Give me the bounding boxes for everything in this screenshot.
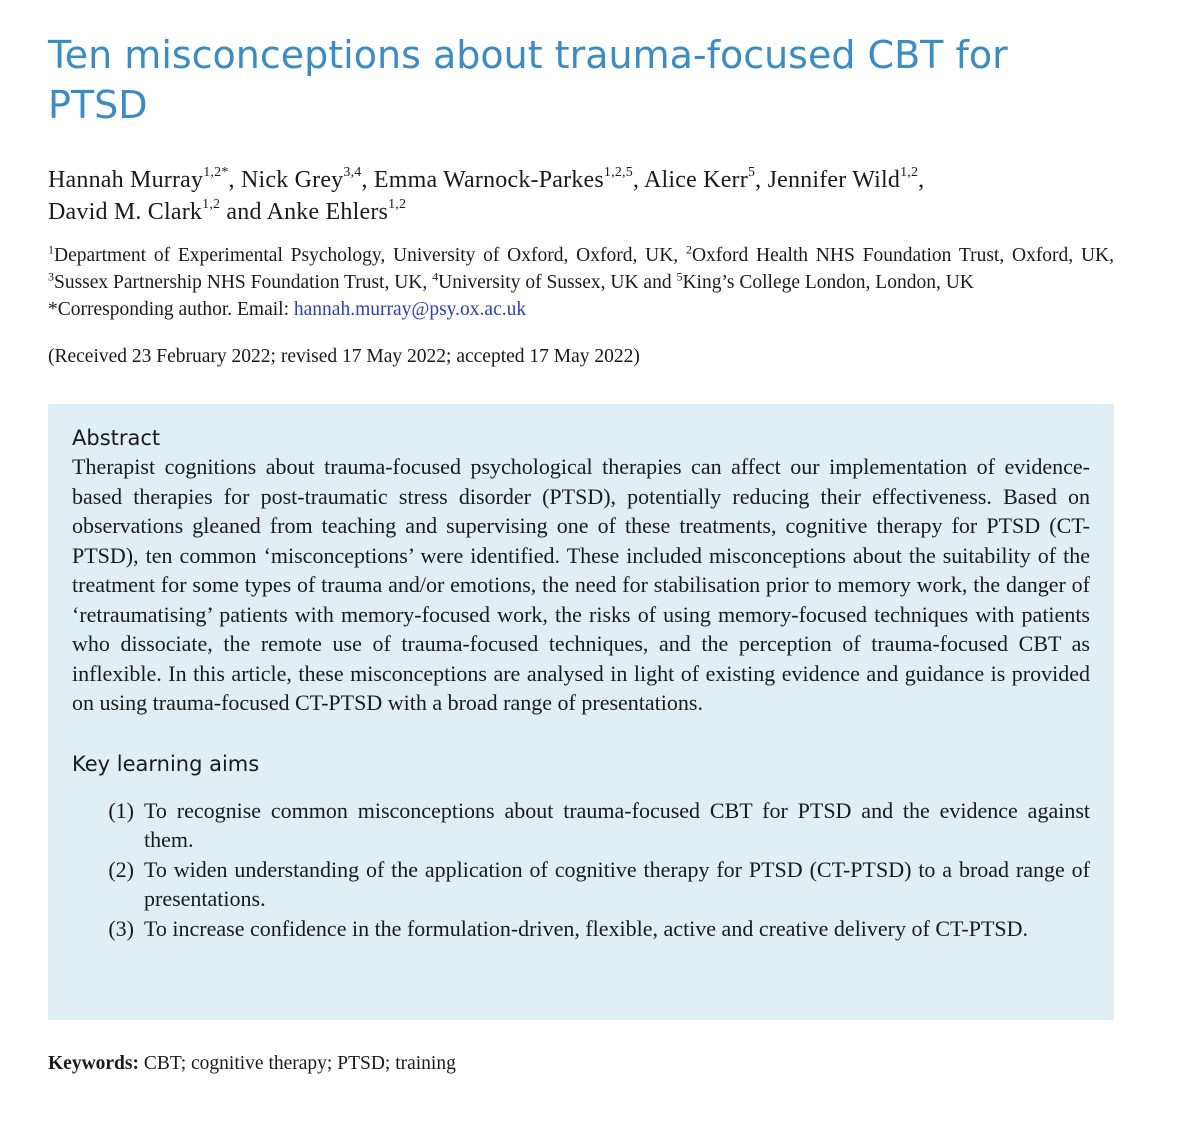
affiliation: $^1$Department of Experimental Psychology, University of Oxford, Oxford, UK, <box>48 242 686 266</box>
list-item-number: (1) <box>108 797 134 823</box>
list-item <box>72 855 1090 914</box>
abstract-box <box>48 404 1114 1020</box>
list-item-number: (2) <box>108 856 134 882</box>
affiliations <box>48 242 1114 323</box>
author-list <box>48 164 1114 228</box>
list-item-text: To increase confidence in the formulation-driven, flexible, active and creative delivery of CT-PTSD. <box>144 915 1029 941</box>
received-dates: (Received 23 February 2022; revised 17 May 2022; accepted 17 May 2022) <box>48 346 640 367</box>
corresponding-author-label: *Corresponding author. Email: <box>48 299 294 320</box>
author: Alice Kerr$^5$, <box>644 165 768 193</box>
list-item <box>72 796 1090 855</box>
corresponding-email-link[interactable]: hannah.murray@psy.ox.ac.uk <box>293 299 527 320</box>
author: Emma Warnock-Parkes$^{1,2,5}$, <box>373 165 644 193</box>
affiliation: $^4$University of Sussex, UK and <box>432 269 677 293</box>
key-learning-aims-list <box>72 796 1090 944</box>
article-page <box>48 30 1114 1074</box>
author: Jennifer Wild$^{1,2}$, <box>767 165 925 193</box>
key-learning-aims-heading: Key learning aims <box>72 751 260 776</box>
author: David M. Clark$^{1,2}$ and <box>48 197 267 225</box>
keywords-text: CBT; cognitive therapy; PTSD; training <box>139 1053 456 1074</box>
author: Anke Ehlers$^{1,2}$ <box>266 197 407 225</box>
abstract-heading: Abstract <box>72 426 161 450</box>
keywords-label: Keywords: <box>48 1053 139 1074</box>
abstract-text: Therapist cognitions about trauma-focused psychological therapies can affect our implementation of evidence-based therapies for post-traumatic stress disorder (PTSD), potentially reducing their effectiveness. Based on observations gleaned from teaching and supervising one of these treatments, cognitive therapy for PTSD (CT-PTSD), ten common ‘misconceptions’ were identified. These included misconceptions about the suitability of the treatment for some types of trauma and/or emotions, the need for stabilisation prior to memory work, the danger of ‘retraumatising’ patients with memory-focused work, the risks of using memory-focused techniques with patients who dissociate, the remote use of trauma-focused techniques, and the perception of trauma-focused CBT as inflexible. In this article, these misconceptions are analysed in light of existing evidence and guidance is provided on using trauma-focused CT-PTSD with a broad range of presentations. <box>72 454 1090 715</box>
list-item <box>72 914 1090 944</box>
keywords <box>48 1050 456 1077</box>
affiliation: $^2$Oxford Health NHS Foundation Trust, Oxford, UK, <box>685 242 1114 266</box>
article-title: Ten misconceptions about trauma-focused CBT for PTSD <box>48 33 1008 127</box>
list-item-number: (3) <box>108 915 134 941</box>
list-item-text: To recognise common misconceptions about trauma-focused CBT for PTSD and the evidence against them. <box>144 797 1090 852</box>
author: Hannah Murray$^{1,2*}$, <box>48 165 241 193</box>
author: Nick Grey$^{3,4}$, <box>240 165 374 193</box>
affiliation: $^3$Sussex Partnership NHS Foundation Trust, UK, <box>48 269 433 293</box>
affiliation: $^5$King’s College London, London, UK <box>676 269 974 293</box>
list-item-text: To widen understanding of the application of cognitive therapy for PTSD (CT-PTSD) to a broad range of presentations. <box>144 856 1090 911</box>
